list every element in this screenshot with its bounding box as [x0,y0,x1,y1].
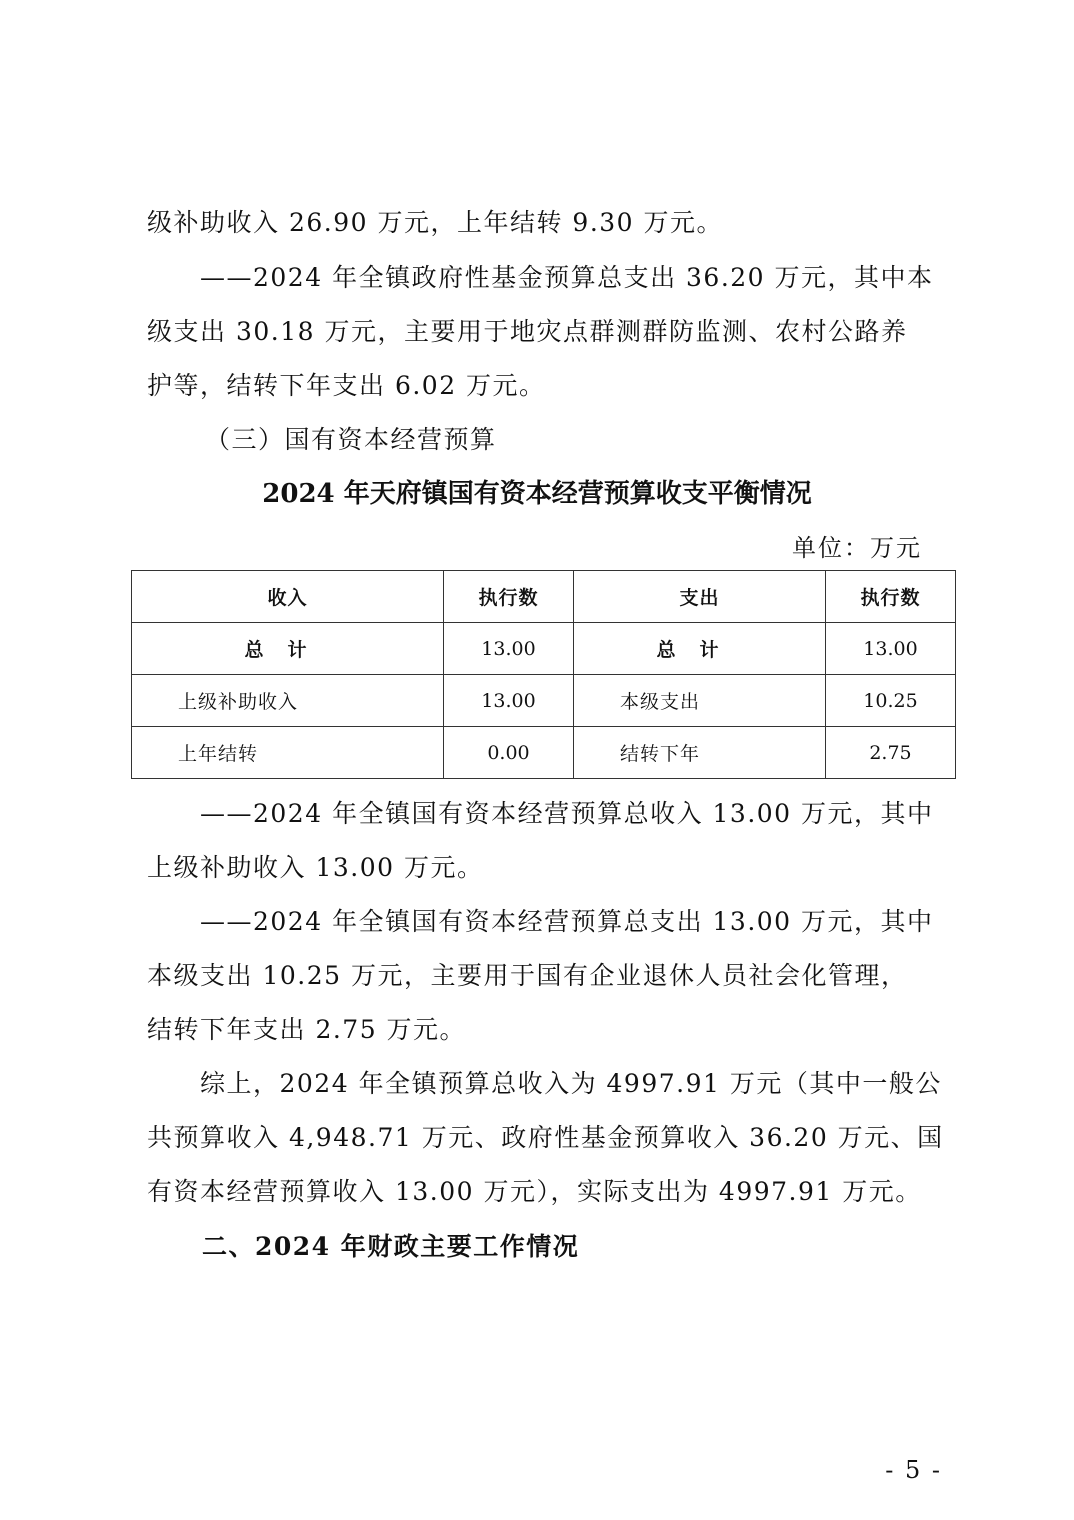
table-cell: 10.25 [826,675,956,727]
section-heading: 二、2024 年财政主要工作情况 [202,1232,580,1261]
header-expense: 支出 [574,571,826,623]
paragraph-line: 综上，2024 年全镇预算总收入为 4997.91 万元（其中一般公 [200,1069,942,1098]
paragraph-line: 结转下年支出 2.75 万元。 [147,1015,467,1044]
table-row [132,727,956,779]
table-cell: 上级补助收入 [132,675,444,727]
table-cell: 13.00 [444,623,574,675]
paragraph-line: 级补助收入 26.90 万元，上年结转 9.30 万元。 [147,208,724,237]
paragraph-line: 共预算收入 4,948.71 万元、政府性基金预算收入 36.20 万元、国 [147,1123,944,1152]
header-income: 收入 [132,571,444,623]
table-title: 2024 年天府镇国有资本经营预算收支平衡情况 [262,479,812,509]
table-cell: 上年结转 [132,727,444,779]
paragraph-line: ——2024 年全镇政府性基金预算总支出 36.20 万元，其中本 [200,263,934,292]
table-row-total [132,623,956,675]
table-header-row [132,571,956,623]
paragraph-line: 上级补助收入 13.00 万元。 [147,853,484,882]
paragraph-line: ——2024 年全镇国有资本经营预算总收入 13.00 万元，其中 [200,799,934,828]
table-cell: 0.00 [444,727,574,779]
header-executed: 执行数 [444,571,574,623]
page-number: - 5 - [885,1456,942,1484]
unit-label: 单位：万元 [792,534,922,562]
paragraph-line: 有资本经营预算收入 13.00 万元），实际支出为 4997.91 万元。 [147,1177,922,1206]
section-heading: （三）国有资本经营预算 [205,425,497,454]
table-cell: 结转下年 [574,727,826,779]
header-executed: 执行数 [826,571,956,623]
paragraph-line: ——2024 年全镇国有资本经营预算总支出 13.00 万元，其中 [200,907,934,936]
table-cell: 总计 [574,623,826,675]
table-cell: 13.00 [826,623,956,675]
table-cell: 总计 [132,623,444,675]
budget-table [131,570,956,779]
paragraph-line: 本级支出 10.25 万元，主要用于国有企业退休人员社会化管理， [147,961,908,990]
table-row [132,675,956,727]
paragraph-line: 护等，结转下年支出 6.02 万元。 [147,371,546,400]
table-cell: 13.00 [444,675,574,727]
table-cell: 本级支出 [574,675,826,727]
table-cell: 2.75 [826,727,956,779]
paragraph-line: 级支出 30.18 万元，主要用于地灾点群测群防监测、农村公路养 [147,317,908,346]
